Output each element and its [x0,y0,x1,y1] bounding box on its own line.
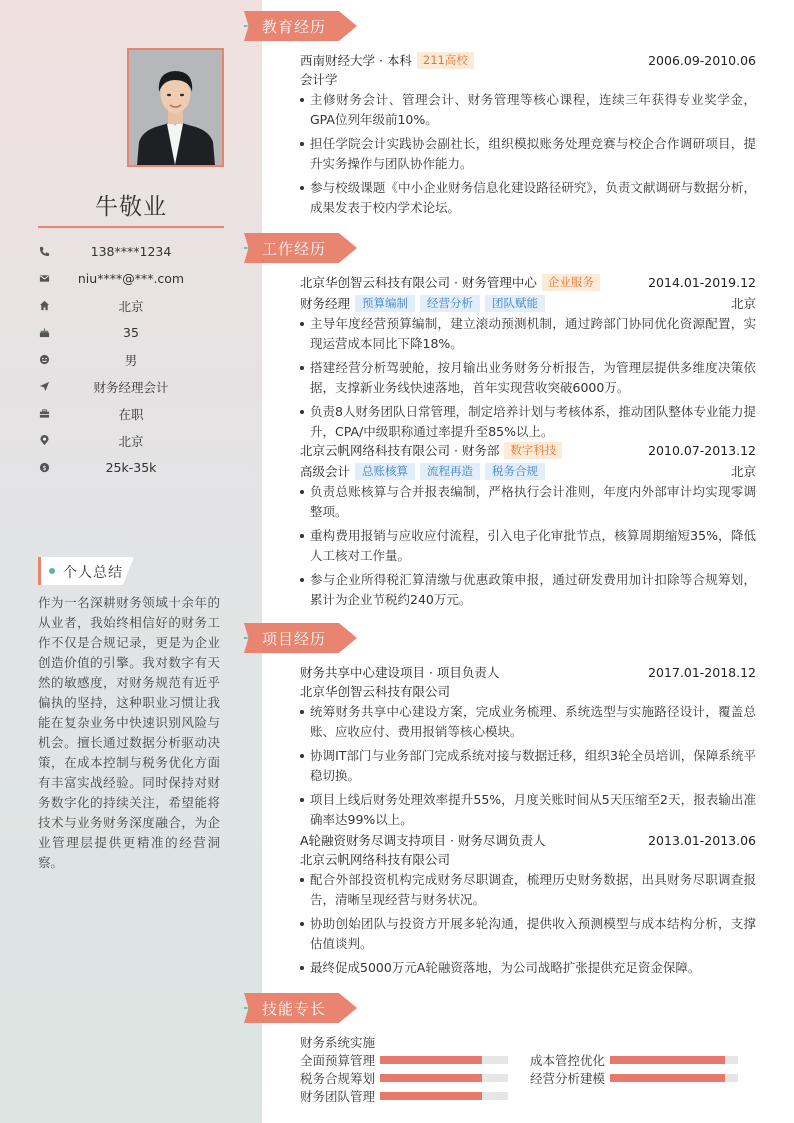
list-item: 搭建经营分析驾驶舱，按月输出业务财务分析报告，为管理层提供多维度决策依据，支撑新业务线快速落地，首年实现营收突破6000万。 [300,358,756,398]
industry-tag: 数字科技 [504,442,562,459]
project-name: 财务共享中心建设项目 · 项目负责人 [300,665,500,680]
info-row-status [38,400,224,427]
skill-bar-fill [610,1056,725,1064]
education-section-title: 教育经历 [262,18,327,36]
info-row-email [38,265,224,292]
list-item: 担任学院会计实践协会副社长，组织模拟账务处理竞赛与校企合作调研项目，提升实务操作与团队协作能力。 [300,134,756,174]
company-name: 北京云帆网络科技有限公司 · 财务部 [300,443,500,458]
contact-info-list [38,238,224,481]
work-city: 北京 [730,296,756,311]
skill-name: 税务合规筹划 [300,1071,376,1086]
summary-section-header [38,557,134,585]
info-row-gender [38,346,224,373]
list-item: 最终促成5000万元A轮融资落地，为公司战略扩张提供充足资金保障。 [300,958,756,978]
skill-tag: 团队赋能 [485,295,545,312]
person-photo-icon [129,50,222,165]
job-intent-text: 财务经理会计 [93,379,169,395]
skill-name: 成本管控优化 [530,1053,606,1068]
list-item: 协调IT部门与业务部门完成系统对接与数据迁移，组织3轮全员培训，保障系统平稳切换。 [300,746,756,786]
skill-item [300,1087,508,1105]
work-period: 2014.01-2019.12 [648,274,756,290]
school-name: 西南财经大学 · 本科 [300,53,412,68]
salary-icon [38,461,50,473]
skill-bar [610,1056,738,1064]
work-bullets [300,314,756,442]
work-section-header [244,233,357,263]
email-icon [38,272,50,284]
work-bullets [300,482,756,610]
project-period: 2013.01-2013.06 [648,832,756,848]
info-row-home [38,292,224,319]
candidate-name: 牛敬业 [95,194,167,220]
projects-section-title: 项目经历 [262,630,327,648]
skill-item [530,1051,738,1069]
skill-bar [610,1074,738,1082]
skill-tag: 经营分析 [420,295,480,312]
info-row-phone [38,238,224,265]
list-item: 项目上线后财务处理效率提升55%，月度关账时间从5天压缩至2天，报表输出准确率达99%以上。 [300,790,756,830]
skills-block [300,1033,756,1105]
skill-tag: 税务合规 [485,463,545,480]
skill-bar [380,1074,508,1082]
skill-item [300,1069,508,1087]
work-city: 北京 [730,464,756,479]
skill-bar-fill [380,1092,482,1100]
list-item: 负责总账核算与合并报表编制，严格执行会计准则，年度内外部审计均实现零调整项。 [300,482,756,522]
skill-bar [380,1092,508,1100]
school-tag: 211高校 [417,52,474,69]
company-name: 北京华创智云科技有限公司 · 财务管理中心 [300,275,537,290]
summary-header-bar [38,557,41,585]
summary-dot-icon [49,568,55,574]
skill-name: 经营分析建模 [530,1071,606,1086]
gender-icon [38,353,50,365]
skills-section-header [244,993,357,1023]
name-divider [38,226,224,228]
skill-category: 财务系统实施 [300,1035,376,1050]
project-name: A轮融资财务尽调支持项目 · 财务尽调负责人 [300,833,546,848]
email-text: niu****@***.com [77,271,185,286]
work-entry-1 [300,273,756,446]
list-item: 协助创始团队与投资方开展多轮沟通，提供收入预测模型与成本结构分析，支撑估值谈判。 [300,914,756,954]
projects-section-header [244,623,357,653]
avatar [127,48,224,167]
list-item: 主导年度经营预算编制，建立滚动预测机制，通过跨部门协同优化资源配置，实现运营成本同比下降18%。 [300,314,756,354]
sidebar [0,0,262,1123]
job-role: 高级会计 [300,464,351,479]
salary-text: 25k-35k [105,460,157,475]
info-row-city [38,427,224,454]
main-content [244,0,794,1123]
list-item: 配合外部投资机构完成财务尽职调查，梳理历史财务数据，出具财务尽职调查报告，清晰呈现经营与财务状况。 [300,870,756,910]
skill-item [300,1051,508,1069]
skill-bar-fill [610,1074,725,1082]
education-bullets [300,90,756,218]
city-text: 北京 [118,433,144,449]
list-item: 主修财务会计、管理会计、财务管理等核心课程，连续三年获得专业奖学金，GPA位列年级前10%。 [300,90,756,130]
list-item: 参与企业所得税汇算清缴与优惠政策申报，通过研发费用加计扣除等合规筹划，累计为企业节税约240万元。 [300,570,756,610]
skill-tag: 总账核算 [355,463,415,480]
hometown-text: 北京 [118,298,144,314]
project-entry-1 [300,663,756,834]
skill-name: 财务团队管理 [300,1089,376,1104]
project-period: 2017.01-2018.12 [648,664,756,680]
status-text: 在职 [118,406,144,422]
skill-grid [300,1051,756,1105]
project-company: 北京云帆网络科技有限公司 [300,852,451,867]
skill-tag: 流程再造 [420,463,480,480]
location-pin-icon [38,434,50,446]
info-row-age [38,319,224,346]
skill-name: 全面预算管理 [300,1053,376,1068]
info-row-job [38,373,224,400]
list-item: 统筹财务共享中心建设方案，完成业务梳理、系统选型与实施路径设计，覆盖总账、应收应付、费用报销等核心模块。 [300,702,756,742]
summary-text: 作为一名深耕财务领域十余年的从业者，我始终相信好的财务工作不仅是合规记录，更是为企业创造价值的引擎。我对数字有天然的敏感度，对财务规范有近乎偏执的坚持，这种职业习惯让我能在复杂业务中快速识别风险与机会。擅长通过数据分析驱动决策，在成本控制与税务优化方面有丰富实战经验。同时保持对财务数字化的持续关注，希望能将技术与业务财务深度融合，为企业管理层提供更精准的经营洞察。 [38,595,220,870]
skill-bar-fill [380,1056,482,1064]
skill-bar [380,1056,508,1064]
project-entry-2 [300,831,756,982]
teal-arrow-icon [244,246,254,250]
work-section-title: 工作经历 [262,240,327,258]
work-period: 2010.07-2013.12 [648,442,756,458]
home-icon [38,299,50,311]
project-bullets [300,870,756,978]
svg-text:$: $ [41,463,47,472]
list-item: 参与校级课题《中小企业财务信息化建设路径研究》，负责文献调研与数据分析，成果发表于校内学术论坛。 [300,178,756,218]
job-role: 财务经理 [300,296,351,311]
skill-item [530,1069,738,1087]
info-row-salary [38,454,224,481]
project-company: 北京华创智云科技有限公司 [300,684,451,699]
gender-text: 男 [124,352,138,368]
skill-tag: 预算编制 [355,295,415,312]
work-entry-2 [300,441,756,614]
teal-arrow-icon [244,1006,254,1010]
education-section-header [244,11,357,41]
industry-tag: 企业服务 [542,274,600,291]
phone-text: 138****1234 [90,244,172,259]
phone-icon [38,245,50,257]
teal-arrow-icon [244,636,254,640]
project-bullets [300,702,756,830]
send-icon [38,380,50,392]
education-entry [300,51,756,222]
briefcase-icon [38,407,50,419]
summary-title: 个人总结 [63,565,123,581]
age-text: 35 [123,325,139,340]
list-item: 重构费用报销与应收应付流程，引入电子化审批节点，核算周期缩短35%，降低人工核对工作量。 [300,526,756,566]
skill-bar-fill [380,1074,482,1082]
skills-section-title: 技能专长 [262,1000,327,1018]
teal-arrow-icon [244,24,254,28]
list-item: 负责8人财务团队日常管理，制定培养计划与考核体系，推动团队整体专业能力提升，CPA/中级职称通过率提升至85%以上。 [300,402,756,442]
major: 会计学 [300,72,338,87]
birthday-cake-icon [38,326,50,338]
education-period: 2006.09-2010.06 [648,52,756,68]
